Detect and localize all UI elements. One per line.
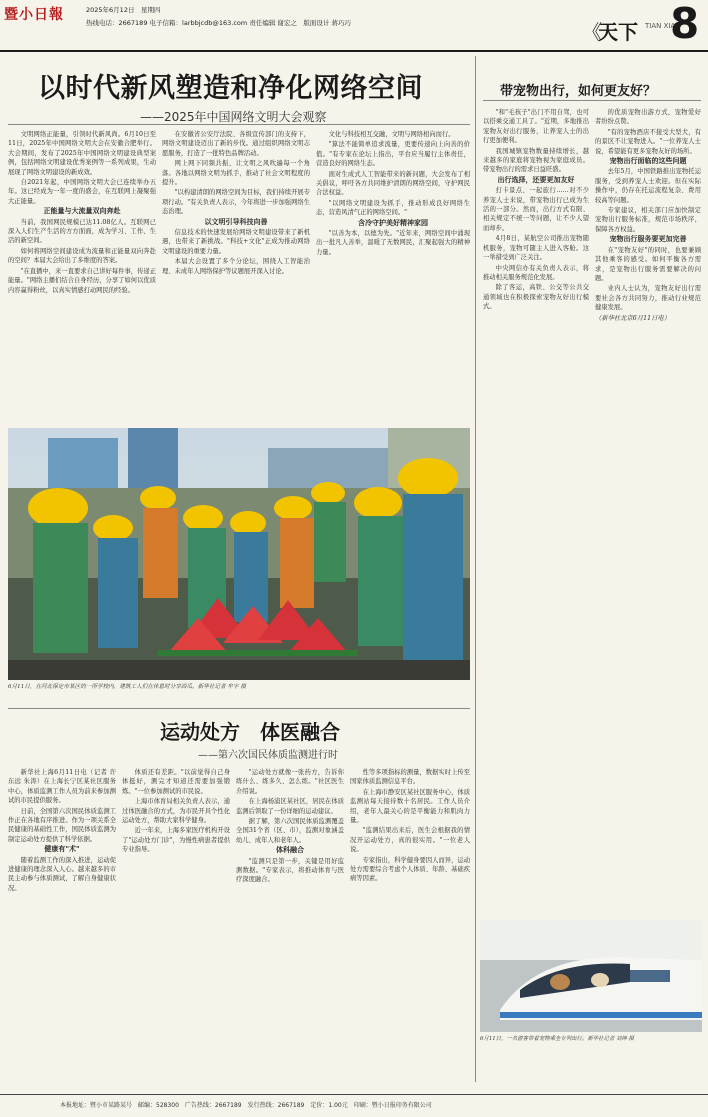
caption-text: 6月11日，一名游客带着宠物乘坐专列出行。新华社记者 刘坤 摄 (480, 1036, 634, 1042)
rule (483, 100, 701, 101)
paragraph: "和"毛孩子"出门不用自驾，也可以搭乘交通工具了。"近期，多地推出宠物友好出行服务，让养宠人士的出行更加便利。 (483, 109, 589, 145)
section-subtitle: TIAN XIA (645, 22, 676, 30)
section-subhead: 以文明引导科技向善 (204, 217, 268, 226)
paragraph: 专家指出，科学健身要因人而异，运动处方需要综合考虑个人体质、年龄、基础疾病等因素。 (350, 856, 470, 883)
section-subhead: 宠物出行服务要更加完善 (609, 235, 687, 244)
article1-column-3 (316, 130, 470, 424)
subheadline-exercise-prescription: ——第六次国民体质监测进行时 (198, 750, 338, 761)
section-chevron-icon: 《 (582, 20, 602, 44)
hotline: 热线电话：2667189 (86, 19, 148, 27)
paragraph: "有的宠物酒店不接受大型犬，有的景区不让宠物进入。"一位养宠人士说，希望能有更多宠物友好的场所。 (595, 128, 701, 155)
paragraph: "监测结果出来后，医生会根据我的情况开运动处方，真的很实用。"一位老人说。 (350, 827, 470, 854)
news-photo-pet-train (480, 920, 702, 1032)
paragraph: 日前，全国第六次国民体质监测工作正在各地有序推进。作为一项关系全民健康的基础性工作，国民体质监测为制定运动处方提供了科学依据。 (8, 807, 116, 843)
paragraph: 专家建议，相关部门应加快制定宠物出行服务标准，规范市场秩序，保障各方权益。 (595, 207, 701, 233)
section-subhead: 宠物出行面临的这些问题 (609, 157, 687, 166)
rule (8, 124, 470, 125)
section-name: 天下 (598, 20, 638, 44)
paragraph: 自2021年起，中国网络文明大会已连续举办五年。这已经成为一年一度的盛会，在互联网上凝聚强大正能量。 (8, 179, 156, 205)
article3-column-2 (595, 108, 701, 914)
page-number: 8 (670, 0, 700, 48)
paragraph: 去年5月，中国铁路推出宠物托运服务，受到养宠人士欢迎。但在实际操作中，仍存在托运流程复杂、费用较高等问题。 (595, 168, 701, 204)
photo-illustration (8, 428, 470, 680)
paragraph: 除了客运，高铁、公交等公共交通领域也在积极探索宠物友好出行模式。 (483, 284, 589, 311)
paragraph: 如何将网络空间建设成为流量和正能量双向奔赴的空间？本届大会给出了多维度的答案。 (8, 247, 156, 265)
paragraph: 的优质宠物出游方式，宠物爱好者纷纷点赞。 (595, 109, 701, 126)
subheadline-network-civilization: ——2025年中国网络文明大会观察 (140, 110, 327, 124)
paragraph: 我国城镇宠物数量持续增长，越来越多的家庭将宠物视为家庭成员。带宠物出行的需求日益旺盛。 (483, 147, 589, 174)
paragraph: 文化与科技相互交融，文明与网络相向而行。 (328, 131, 455, 138)
article1-column-2 (162, 130, 310, 424)
paragraph: "以善为本，以德为先。"近年来，网络空间中涌现出一批凡人善举，温暖了无数网民，汇聚起强大的精神力量。 (316, 230, 470, 256)
section-subhead: 出行选择，还要更加友好 (497, 175, 575, 184)
paragraph: 打卡景点、一起旅行……对不少养宠人士来说，带宠物出行已成为生活的一部分。然而，出行方式有限、相关规定不统一等问题，让不少人望而却步。 (483, 187, 589, 232)
issue-date: 2025年6月12日 星期四 (86, 6, 161, 14)
caption-text: 6月11日，在河北保定市某区的一所学校内，建筑工人们在休息时分享西瓜。新华社记者 牟宇 摄 (8, 684, 246, 690)
photo-caption (480, 1036, 702, 1044)
headline-network-civilization: 以时代新风塑造和净化网络空间 (38, 73, 423, 104)
paragraph: 网上网下同频共振，让文明之风吹遍每一个角落。各地以网络文明为抓手，推动了社会文明程度的提升。 (162, 160, 310, 187)
article2-column-1 (8, 768, 116, 1090)
article2-column-2 (122, 768, 230, 1090)
article1-column-1 (8, 130, 156, 424)
headline-pet-travel: 带宠物出行，如何更友好？ (500, 84, 657, 99)
paragraph: "以网络文明建设为抓手，推动形成良好网络生态，营造风清气正的网络空间。" (316, 199, 470, 217)
paragraph: 近一年来，上海多家医疗机构开设了"运动处方门诊"，为慢性病患者提供专业指导。 (122, 827, 230, 854)
article2-column-4 (350, 768, 470, 1090)
paragraph: "在直播中，来一直要求自己讲好每件事，传递正能量。"网络主播们结合自身经历，分享了如何以优质内容赢得粉丝，以真实情感打动网民的经验。 (8, 267, 156, 294)
paragraph: 4月8日，某航空公司推出宠物随机服务，宠物可随主人进入客舱。这一举措受到广泛关注。 (483, 235, 589, 262)
section-subhead: 体科融合 (276, 846, 304, 855)
paragraph: 上海市体育局相关负责人表示，通过体医融合的方式，为市民开具个性化运动处方，帮助大家科学健身。 (122, 798, 230, 825)
paragraph: 当前，我国网民规模已达11.08亿人。互联网已深入人们生产生活的方方面面，成为学习、工作、生活的新空间。 (8, 218, 156, 245)
paragraph: 新华社上海6月11日电（记者 许东远 朱涛）在上海长宁区某社区服务中心，体质监测工作人员为前来参加测试的市民提供服务。 (8, 769, 116, 805)
article2-column-3 (236, 768, 344, 1090)
paragraph: 在上海市静安区某社区服务中心，体质监测站每天接待数十名居民。工作人员介绍，老年人最关心的是平衡能力和肌肉力量。 (350, 788, 470, 825)
photo-illustration (480, 920, 702, 1032)
paragraph: "以构建清朗的网络空间为目标，我们持续开展专项行动。"有关负责人表示，今年将进一步加强网络生态治理。 (162, 189, 310, 216)
photo-caption (8, 683, 470, 691)
headline-exercise-prescription: 运动处方 体医融合 (160, 720, 340, 744)
paragraph: 本届大会设置了多个分论坛，围绕人工智能治理、未成年人网络保护等议题展开深入讨论。 (162, 258, 310, 275)
paragraph: "算法不能简单追求流量，更要传递向上向善的价值。"有专家在论坛上指出，平台应当履行主体责任，营造良好的网络生态。 (316, 141, 470, 168)
paragraph: 在安徽省公安厅法院、各级宣传部门的支持下，网络文明建设迈出了新的步伐。通过组织网络文明志愿服务，打造了一批特色品牌活动。 (162, 131, 310, 157)
section-subhead: 健康有"术" (44, 845, 80, 854)
footer-info: 本报地址：暨小市某路某号 邮编：528300 广告热线：2667189 发行热线：2667189 定价：1.00元 印刷：暨小日报印务有限公司 (60, 1102, 432, 1109)
section-subhead: 正能量与大流量双向奔赴 (43, 207, 121, 216)
paragraph: 在上海杨浦区某社区，居民在体质监测后领取了一份详细的运动建议。 (236, 798, 344, 815)
column-divider (475, 56, 476, 1082)
section-subhead: 含冷守护美好精神家园 (358, 218, 428, 227)
news-photo-workers-watermelon (8, 428, 470, 680)
paragraph: 在"宠物友好"的同时，也要兼顾其他乘客的感受。如何平衡各方需求，是宠物出行服务需要解决的问题。 (595, 246, 701, 282)
rule (8, 708, 470, 709)
paragraph: 信息技术的快速发展给网络文明建设带来了新机遇，也带来了新挑战。"科技+文化"正成为推动网络文明建设的重要力量。 (162, 229, 310, 255)
paragraph: 性等多项指标的测量，数据实时上传至国家体质监测信息平台。 (350, 769, 470, 786)
paragraph: 体质还有差距。"以前觉得自己身体挺好，测完才知道还需要加强锻炼。"一位参加测试的市民说。 (122, 769, 230, 795)
paragraph: 业内人士认为，宠物友好出行需要社会各方共同努力，推动行业规范健康发展。 (595, 285, 701, 312)
contact-info (86, 18, 351, 27)
paragraph: 面对生成式人工智能带来的新问题，大会发布了相关倡议，呼吁各方共同维护清朗的网络空间，守护网民合法权益。 (316, 170, 470, 197)
paragraph: "运动处方就像一张药方，告诉你练什么、练多久、怎么练。"社区医生介绍说。 (236, 769, 344, 795)
article3-column-1 (483, 108, 589, 914)
paragraph: "监测只是第一步，关键是用好监测数据。"专家表示，将推动体育与医疗深度融合。 (236, 857, 344, 884)
paragraph: 据了解，第六次国民体质监测覆盖全国31个省（区、市），监测对象涵盖幼儿、成年人和老年人。 (236, 818, 344, 844)
paragraph: 文明网络正能量，引领时代新风尚。6月10日至11日，2025年中国网络文明大会在安徽合肥举行。大会期间，发布了2025年中国网络文明建设典型案例，包括网络文明建设优秀案例等一系列成果，生动展现了网络文明建设的新成效。 (8, 131, 156, 176)
dateline-sign: （新华社北京6月11日电） (595, 314, 670, 322)
paragraph: 随着监测工作的深入推进，运动促进健康的理念深入人心。越来越多的市民主动参与体质测试，了解自身健康状况。 (8, 856, 116, 892)
masthead-logo: 暨小日報 (4, 7, 64, 23)
paragraph: 中央网信办有关负责人表示，将推动相关服务规范化发展。 (483, 264, 589, 281)
email: 电子信箱：larbbjcdb@163.com (149, 19, 248, 27)
editor-credit: 责任编辑 谢宏之 版面设计 蒋巧巧 (249, 19, 351, 27)
